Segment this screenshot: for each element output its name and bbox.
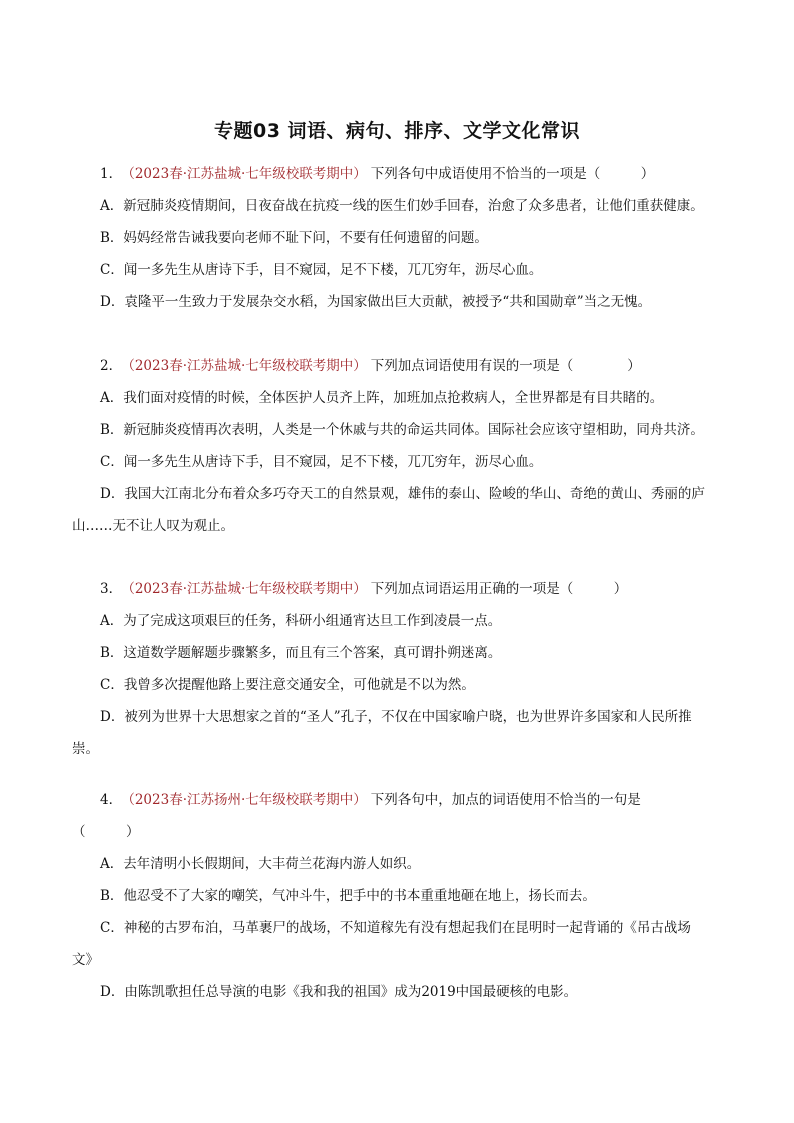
option-b: B．这道数学题解题步骤繁多，而且有三个答案，真可谓扑朔迷离。: [100, 645, 502, 661]
option-c: C．闻一多先生从唐诗下手，目不窥园，足不下楼，兀兀穷年，沥尽心血。: [100, 262, 543, 278]
option-d: D．我国大江南北分布着众多巧夺天工的自然景观，雄伟的泰山、险峻的华山、奇绝的黄山、秀丽的庐: [100, 486, 705, 502]
question-text: 下列加点词语运用正确的一项是（ ）: [370, 581, 628, 597]
option-c-continuation: 文》: [72, 952, 99, 968]
option-b: B．他忍受不了大家的嘲笑，气冲斗牛，把手中的书本重重地砸在地上，扬长而去。: [100, 888, 596, 904]
question-number: 4．: [100, 792, 123, 808]
option-a: A．去年清明小长假期间，大丰荷兰花海内游人如织。: [100, 856, 421, 872]
question-text: 下列各句中成语使用不恰当的一项是（ ）: [370, 166, 655, 182]
question-1: [72, 158, 732, 318]
option-d-continuation: 山……无不让人叹为观止。: [72, 518, 234, 534]
option-c: C．我曾多次提醒他路上要注意交通安全，可他就是不以为然。: [100, 677, 475, 693]
option-d-continuation: 崇。: [72, 741, 99, 757]
question-stem: [100, 784, 732, 816]
option-a: A．新冠肺炎疫情期间，日夜奋战在抗疫一线的医生们妙手回春，治愈了众多患者，让他们重获健康。: [100, 198, 704, 214]
question-stem: [100, 158, 732, 190]
option-d: D．袁隆平一生致力于发展杂交水稻，为国家做出巨大贡献，被授予“共和国勋章”当之无愧。: [100, 294, 652, 310]
question-text: 下列加点词语使用有误的一项是（ ）: [370, 358, 641, 374]
question-number: 2．: [100, 358, 123, 374]
question-stem: [100, 573, 732, 605]
option-d: D．由陈凯歌担任总导演的电影《我和我的祖国》成为2019中国最硬核的电影。: [100, 984, 578, 1000]
question-stem: [100, 350, 732, 382]
question-text: 下列各句中，加点的词语使用不恰当的一句是: [370, 792, 641, 808]
question-text-continuation: （ ）: [72, 824, 140, 840]
question-4: [72, 784, 732, 1008]
question-source: （2023春·江苏盐城·七年级校联考期中）: [128, 358, 367, 374]
question-3: [72, 573, 732, 765]
question-source: （2023春·江苏盐城·七年级校联考期中）: [128, 166, 367, 182]
question-source: （2023春·江苏盐城·七年级校联考期中）: [128, 581, 367, 597]
option-a: A．我们面对疫情的时候，全体医护人员齐上阵，加班加点抢救病人，全世界都是有目共睹的。: [100, 390, 664, 406]
option-d: D．被列为世界十大思想家之首的“圣人”孔子，不仅在中国家喻户晓，也为世界许多国家和人民所推: [100, 709, 692, 725]
question-2: [72, 350, 732, 542]
option-c: C．神秘的古罗布泊，马革裹尸的战场，不知道稼先有没有想起我们在昆明时一起背诵的《吊古战场: [100, 920, 691, 936]
question-number: 3．: [100, 581, 123, 597]
page-title: 专题03 词语、病句、排序、文学文化常识: [213, 120, 581, 142]
option-b: B．妈妈经常告诫我要向老师不耻下问，不要有任何遗留的问题。: [100, 230, 488, 246]
question-source: （2023春·江苏扬州·七年级校联考期中）: [128, 792, 367, 808]
question-number: 1．: [100, 166, 123, 182]
option-c: C．闻一多先生从唐诗下手，目不窥园，足不下楼，兀兀穷年，沥尽心血。: [100, 454, 543, 470]
option-b: B．新冠肺炎疫情再次表明，人类是一个休戚与共的命运共同体。国际社会应该守望相助，同舟共济。: [100, 422, 704, 438]
option-a: A．为了完成这项艰巨的任务，科研小组通宵达旦工作到凌晨一点。: [100, 613, 502, 629]
